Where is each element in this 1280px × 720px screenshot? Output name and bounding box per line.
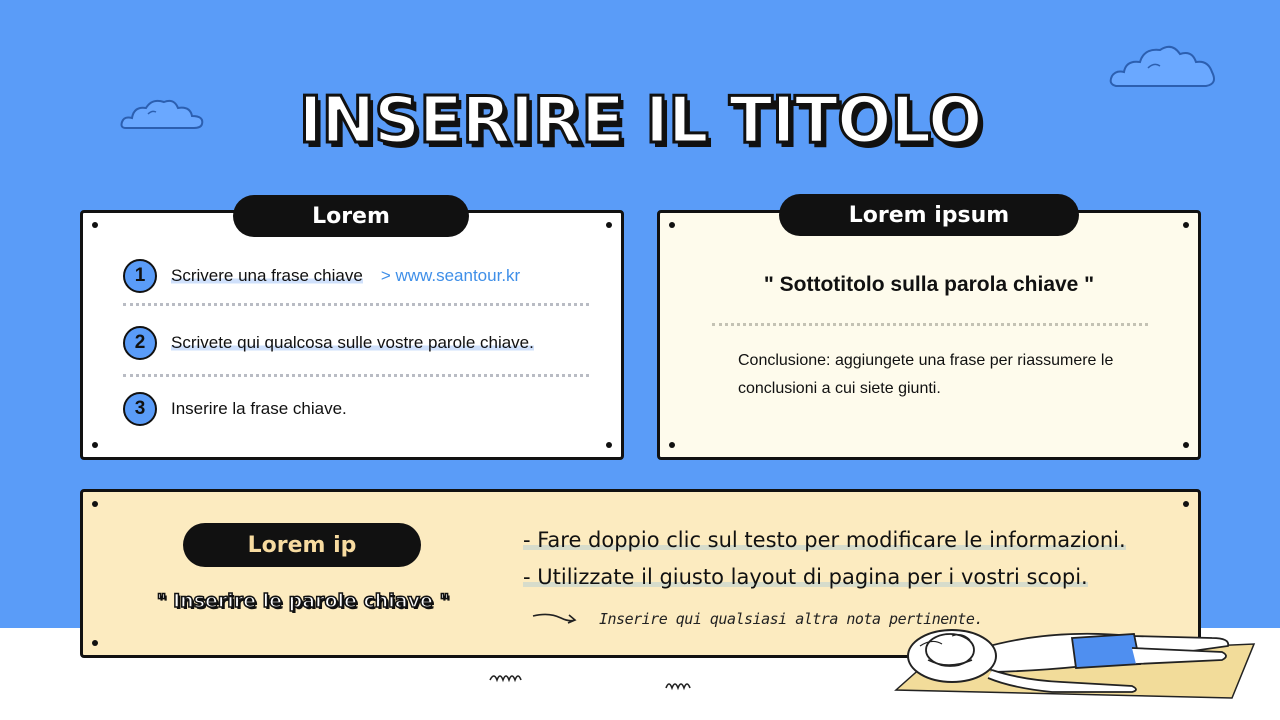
grass-doodle-icon xyxy=(664,678,694,692)
number-badge: 3 xyxy=(123,392,157,426)
corner-dot xyxy=(1183,442,1189,448)
corner-dot xyxy=(606,222,612,228)
sunbather-illustration xyxy=(892,608,1262,712)
corner-dot xyxy=(1183,501,1189,507)
info-bullet: - Utilizzate il giusto layout di pagina per i vostri scopi. xyxy=(523,565,1088,589)
corner-dot xyxy=(92,501,98,507)
corner-dot xyxy=(92,442,98,448)
item-text: Scrivete qui qualcosa sulle vostre parole chiave. xyxy=(171,333,534,352)
corner-dot xyxy=(606,442,612,448)
card-right xyxy=(657,210,1201,460)
number-badge: 2 xyxy=(123,326,157,360)
list-item xyxy=(123,326,534,360)
page-title: INSERIRE IL TITOLO xyxy=(298,84,982,158)
corner-dot xyxy=(669,222,675,228)
number-badge: 1 xyxy=(123,259,157,293)
grass-doodle-icon xyxy=(488,670,524,684)
note-text: Inserire qui qualsiasi altra nota pertinente. xyxy=(599,610,983,628)
card-right-label: Lorem ipsum xyxy=(779,194,1079,236)
corner-dot xyxy=(92,640,98,646)
list-item xyxy=(123,259,520,293)
corner-dot xyxy=(1183,222,1189,228)
corner-dot xyxy=(669,442,675,448)
dotted-divider xyxy=(123,303,589,306)
card-left-label: Lorem xyxy=(233,195,469,237)
list-item xyxy=(123,392,347,426)
website-link[interactable]: > www.seantour.kr xyxy=(380,266,521,285)
arrow-icon xyxy=(531,610,579,628)
dotted-divider xyxy=(712,323,1148,326)
conclusion-text: Conclusione: aggiungete una frase per riassumere le conclusioni a cui siete giunti. xyxy=(738,352,1114,397)
keywords-text: " Inserire le parole chiave " xyxy=(156,590,450,612)
card-bottom-label: Lorem ip xyxy=(183,523,421,567)
corner-dot xyxy=(92,222,98,228)
subtitle: " Sottotitolo sulla parola chiave " xyxy=(763,273,1095,296)
item-text: Inserire la frase chiave. xyxy=(171,399,347,418)
card-left xyxy=(80,210,624,460)
dotted-divider xyxy=(123,374,589,377)
item-text: Scrivere una frase chiave xyxy=(171,266,363,285)
info-bullet: - Fare doppio clic sul testo per modificare le informazioni. xyxy=(523,528,1126,552)
